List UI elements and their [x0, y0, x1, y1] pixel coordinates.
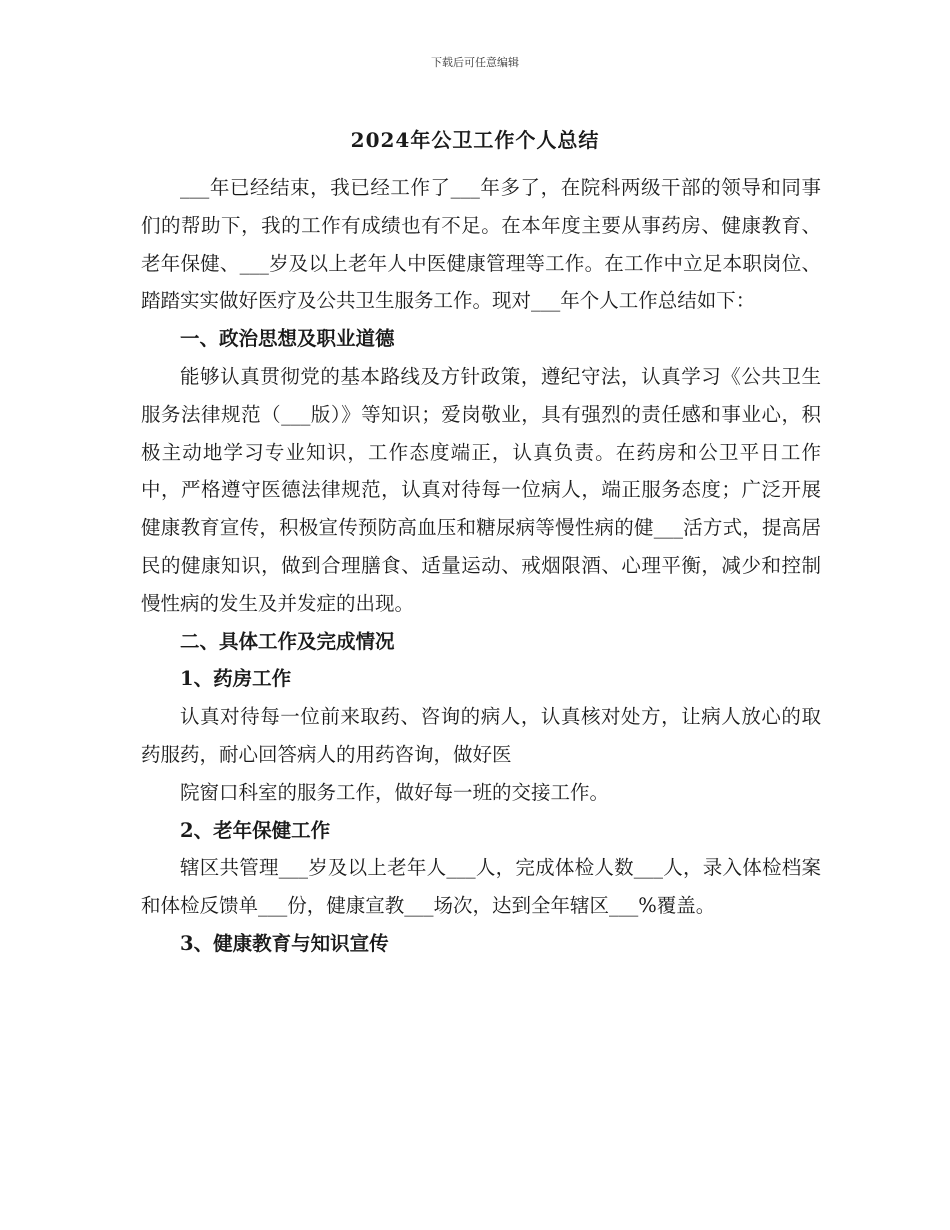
subsection-heading-education: 3、健康教育与知识宣传 [180, 931, 389, 955]
document-body [141, 169, 821, 963]
paragraph-pharmacy-2: 院窗口科室的服务工作，做好每一班的交接工作。 [180, 780, 610, 804]
subsection-heading-pharmacy: 1、药房工作 [180, 667, 292, 691]
paragraph-elderly: 辖区共管理___岁及以上老年人___人，完成体检人数___人，录入体检档案和体检反馈单___份，健康宣教___场次，达到全年辖区___%覆盖。 [141, 856, 821, 918]
paragraph-politics: 能够认真贯彻党的基本路线及方针政策，遵纪守法，认真学习《公共卫生服务法律规范（___版）》等知识；爱岗敬业，具有强烈的责任感和事业心，积极主动地学习专业知识，工作态度端正，认真负责。在药房和公卫平日工作中，严格遵守医德法律规范，认真对待每一位病人，端正服务态度；广泛开展健康教育宣传，积极宣传预防高血压和糖尿病等慢性病的健___活方式，提高居民的健康知识，做到合理膳食、适量运动、戒烟限酒、心理平衡，减少和控制慢性病的发生及并发症的出现。 [141, 364, 821, 615]
paragraph-intro: ___年已经结束，我已经工作了___年多了，在院科两级干部的领导和同事们的帮助下，我的工作有成绩也有不足。在本年度主要从事药房、健康教育、老年保健、___岁及以上老年人中医健康管理等工作。在工作中立足本职岗位、踏踏实实做好医疗及公共卫生服务工作。现对___年个人工作总结如下： [141, 176, 821, 313]
header-note: 下载后可任意编辑 [431, 56, 519, 69]
section-heading-politics: 一、政治思想及职业道德 [180, 327, 395, 351]
page-title: 2024年公卫工作个人总结 [350, 128, 600, 152]
section-heading-work: 二、具体工作及完成情况 [180, 629, 395, 653]
subsection-heading-elderly: 2、老年保健工作 [180, 818, 331, 842]
paragraph-pharmacy-1: 认真对待每一位前来取药、咨询的病人，认真核对处方，让病人放心的取药服药，耐心回答病人的用药咨询，做好医 [141, 705, 821, 766]
